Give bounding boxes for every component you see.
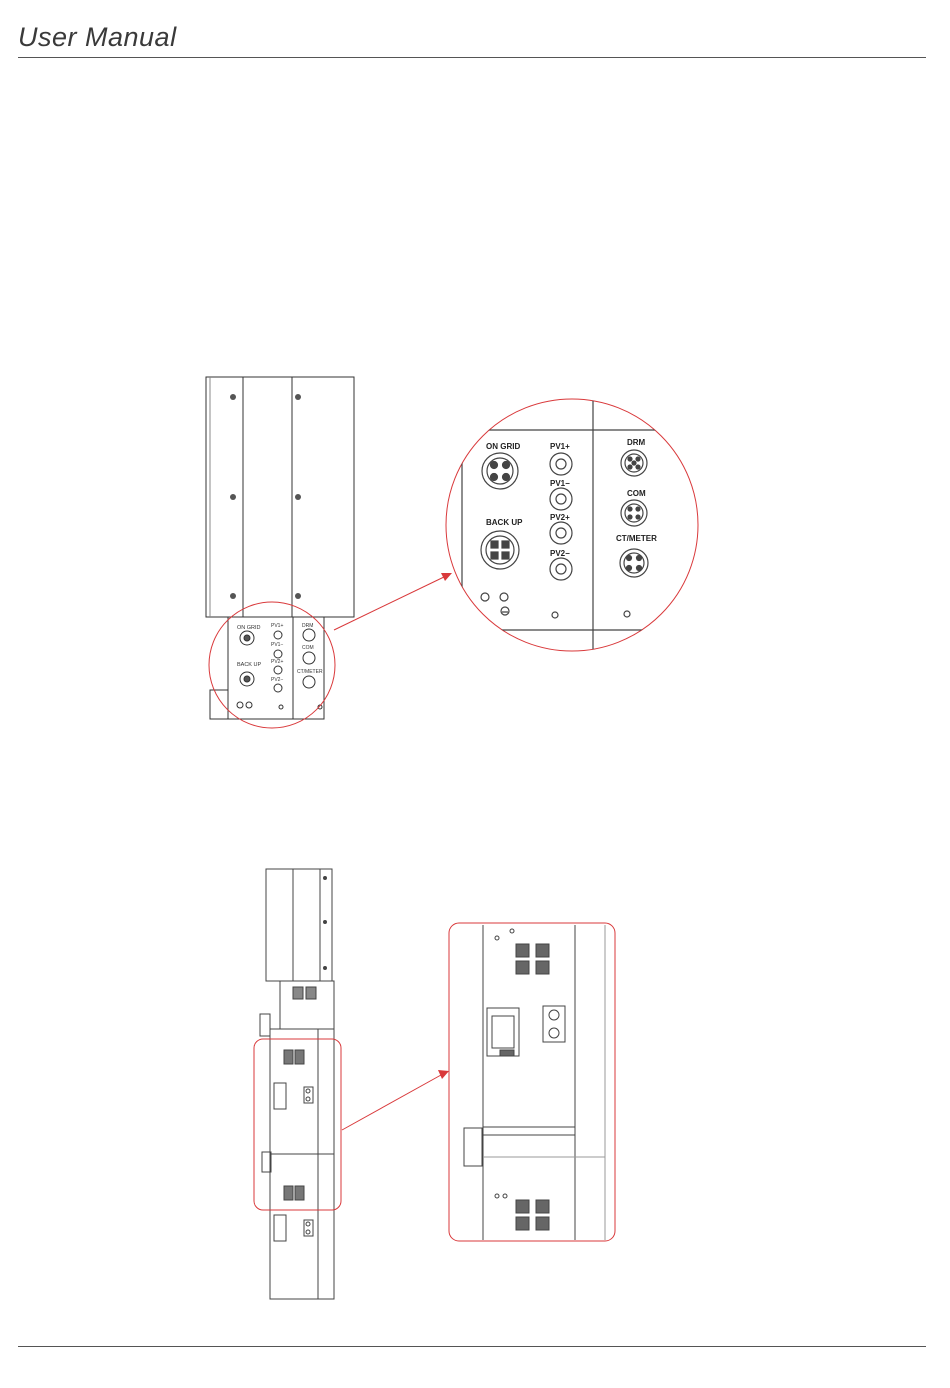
label-on-grid: ON GRID bbox=[486, 442, 521, 451]
label-pv2-minus: PV2− bbox=[550, 549, 570, 558]
label-pv1-minus: PV1− bbox=[550, 479, 570, 488]
small-label-ct-meter: CT/METER bbox=[297, 669, 323, 675]
label-pv2-plus: PV2+ bbox=[550, 513, 570, 522]
small-label-pv1-minus: PV1− bbox=[271, 642, 284, 648]
footer-rule bbox=[18, 1346, 926, 1347]
drm-connector bbox=[621, 450, 647, 476]
small-label-on-grid: ON GRID bbox=[237, 625, 261, 631]
small-pv2-plus-connector bbox=[274, 666, 282, 674]
small-pv1-plus-connector bbox=[274, 631, 282, 639]
zoom-arrowhead-2 bbox=[438, 1070, 449, 1079]
battery-module-2 bbox=[270, 1154, 334, 1299]
zoom-arrow-1 bbox=[334, 576, 446, 630]
small-label-pv2-plus: PV2+ bbox=[271, 659, 284, 665]
small-label-com: COM bbox=[302, 645, 314, 651]
zoom-detail-connectors bbox=[445, 395, 700, 660]
label-drm: DRM bbox=[627, 438, 646, 447]
small-label-pv1-plus: PV1+ bbox=[271, 623, 284, 629]
small-com-connector bbox=[303, 652, 315, 664]
small-ct-meter-connector bbox=[303, 676, 315, 688]
small-back-up-connector bbox=[240, 672, 254, 686]
small-on-grid-connector bbox=[240, 631, 254, 645]
small-label-back-up: BACK UP bbox=[237, 662, 262, 668]
zoom-detail-battery bbox=[449, 923, 615, 1241]
small-label-pv2-minus: PV2− bbox=[271, 677, 284, 683]
inverter-housing bbox=[206, 377, 354, 617]
stack-inverter bbox=[266, 869, 332, 981]
small-pv2-minus-connector bbox=[274, 684, 282, 692]
small-drm-connector bbox=[303, 629, 315, 641]
housing-screws bbox=[230, 394, 301, 599]
label-back-up: BACK UP bbox=[486, 518, 523, 527]
small-label-drm: DRM bbox=[302, 623, 314, 629]
small-pv1-minus-connector bbox=[274, 650, 282, 658]
figure-battery-stack bbox=[260, 869, 334, 1299]
page-header-title: User Manual bbox=[18, 22, 177, 52]
highlight-rect-small bbox=[254, 1039, 341, 1210]
label-pv1-plus: PV1+ bbox=[550, 442, 570, 451]
battery-module-1 bbox=[270, 1029, 334, 1154]
zoom-arrowhead-1 bbox=[441, 573, 452, 581]
figure-inverter bbox=[206, 377, 354, 719]
zoom-arrow-2 bbox=[342, 1075, 441, 1130]
label-ct-meter: CT/METER bbox=[616, 534, 657, 543]
label-com: COM bbox=[627, 489, 646, 498]
